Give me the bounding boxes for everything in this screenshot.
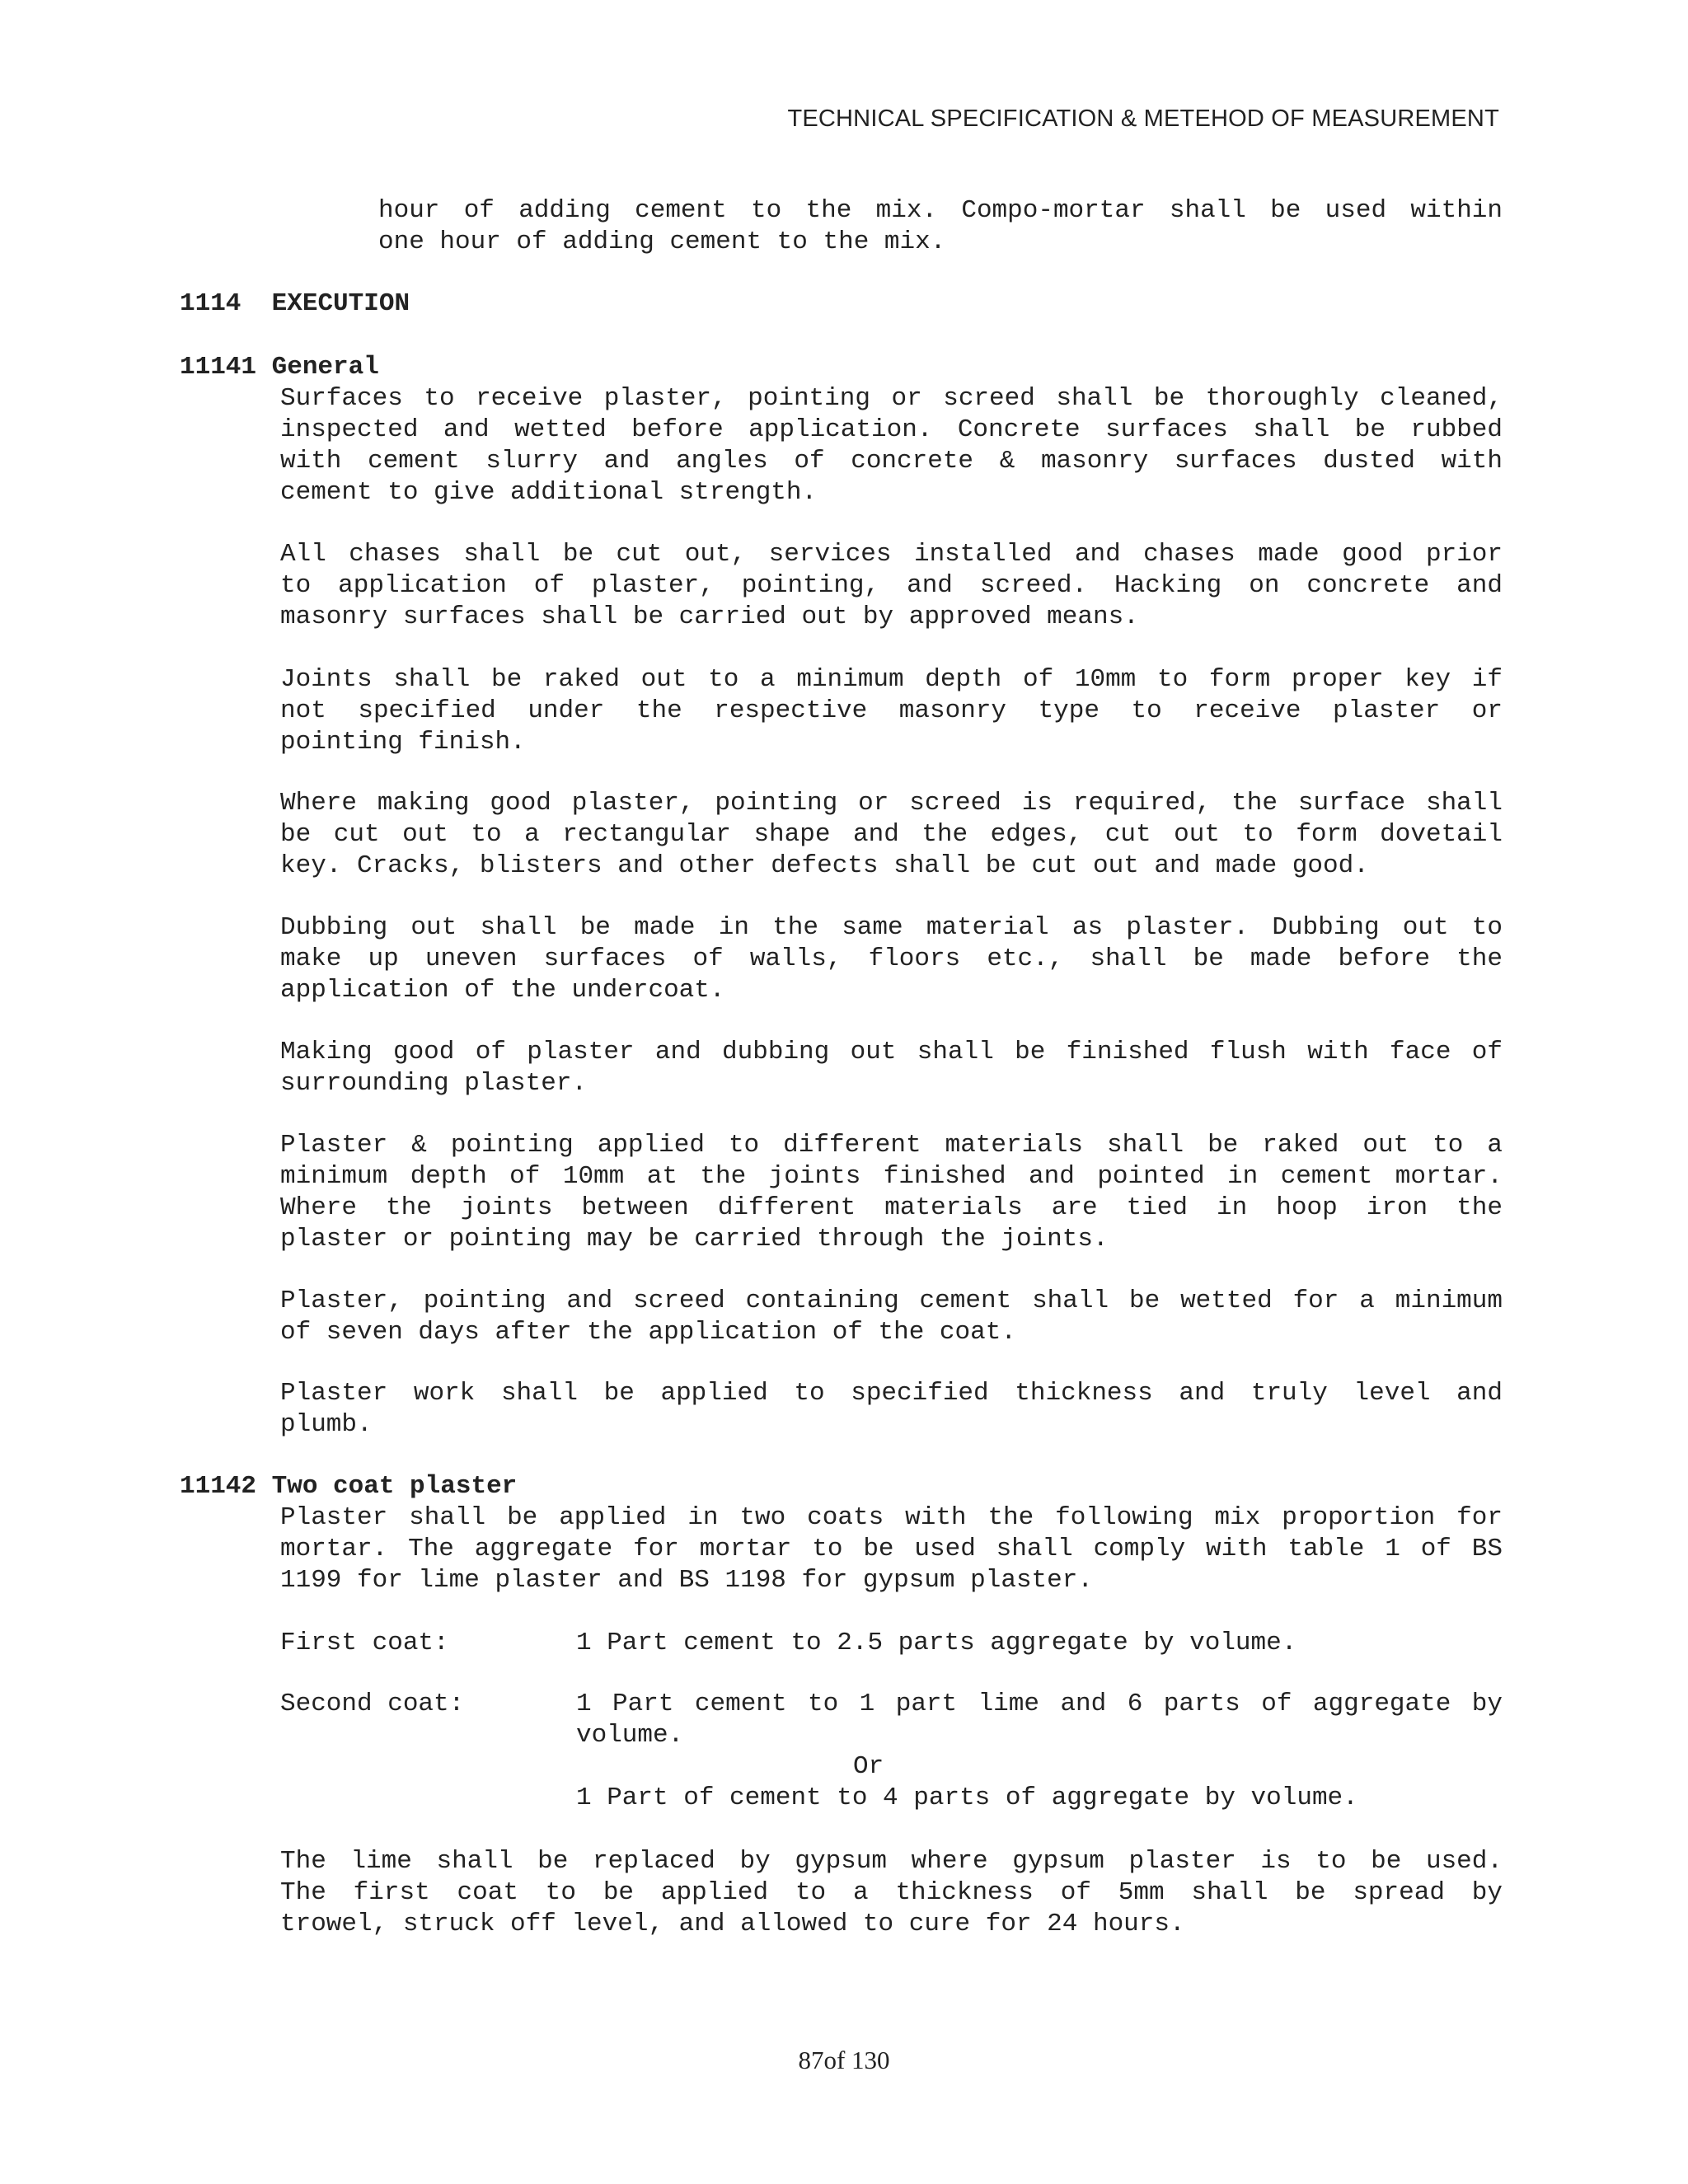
- text-line: 1 Part cement to 1 part lime and 6 parts of aggregate by: [576, 1690, 1503, 1718]
- text-line: All chases shall be cut out, services installed and chases made good prior: [280, 540, 1503, 569]
- text-line: trowel, struck off level, and allowed to cure for 24 hours.: [280, 1910, 1185, 1938]
- general-paragraph-4: [280, 788, 1503, 882]
- section-number: 1114: [180, 289, 241, 318]
- text-line: Joints shall be raked out to a minimum depth of 10mm to form proper key if: [280, 665, 1503, 694]
- section-title: Two coat plaster: [271, 1472, 518, 1501]
- text-line: masonry surfaces shall be carried out by approved means.: [280, 602, 1139, 631]
- second-coat-alternative: 1 Part of cement to 4 parts of aggregate by volume.: [576, 1783, 1358, 1812]
- text-line: not specified under the respective masonry type to receive plaster or: [280, 696, 1503, 725]
- page-number: 87of 130: [798, 2046, 890, 2074]
- text-line: be cut out to a rectangular shape and the edges, cut out to form dovetail: [280, 820, 1503, 849]
- two-coat-intro: [280, 1502, 1503, 1596]
- section-number: 11142: [180, 1472, 257, 1501]
- text-line: one hour of adding cement to the mix.: [378, 227, 946, 256]
- text-line: cement to give additional strength.: [280, 478, 818, 507]
- text-line: to application of plaster, pointing, and screed. Hacking on concrete and: [280, 571, 1503, 600]
- general-paragraph-8: [280, 1286, 1503, 1348]
- text-line: plumb.: [280, 1410, 373, 1439]
- text-line: with cement slurry and angles of concrete & masonry surfaces dusted with: [280, 447, 1503, 476]
- text-line: volume.: [576, 1721, 684, 1750]
- text-line: Plaster, pointing and screed containing cement shall be wetted for a minimum: [280, 1286, 1503, 1315]
- intro-paragraph: [378, 195, 1503, 258]
- text-line: Where the joints between different materials are tied in hoop iron the: [280, 1193, 1503, 1222]
- text-line: make up uneven surfaces of walls, floors etc., shall be made before the: [280, 944, 1503, 973]
- text-line: surrounding plaster.: [280, 1069, 588, 1098]
- text-line: hour of adding cement to the mix. Compo-mortar shall be used within: [378, 196, 1503, 225]
- text-line: Plaster shall be applied in two coats with the following mix proportion for: [280, 1503, 1503, 1532]
- general-paragraph-5: [280, 912, 1503, 1006]
- text-line: application of the undercoat.: [280, 976, 725, 1005]
- text-line: inspected and wetted before application. Concrete surfaces shall be rubbed: [280, 415, 1503, 444]
- two-coat-closing: [280, 1846, 1503, 1940]
- general-paragraph-7: [280, 1130, 1503, 1255]
- text-line: Plaster work shall be applied to specified thickness and truly level and: [280, 1379, 1503, 1408]
- text-line: The lime shall be replaced by gypsum where gypsum plaster is to be used.: [280, 1847, 1503, 1876]
- text-line: 1199 for lime plaster and BS 1198 for gypsum plaster.: [280, 1566, 1093, 1595]
- text-line: minimum depth of 10mm at the joints finished and pointed in cement mortar.: [280, 1162, 1503, 1191]
- text-line: mortar. The aggregate for mortar to be used shall comply with table 1 of BS: [280, 1535, 1503, 1563]
- section-heading-1114: [180, 288, 410, 320]
- text-line: The first coat to be applied to a thickness of 5mm shall be spread by: [280, 1878, 1503, 1907]
- or-separator: Or: [853, 1752, 884, 1781]
- text-line: key. Cracks, blisters and other defects shall be cut out and made good.: [280, 851, 1369, 880]
- general-paragraph-2: [280, 539, 1503, 633]
- section-number: 11141: [180, 353, 257, 382]
- page-header-title: TECHNICAL SPECIFICATION & METEHOD OF MEASUREMENT: [787, 105, 1499, 132]
- text-line: Surfaces to receive plaster, pointing or screed shall be thoroughly cleaned,: [280, 384, 1503, 413]
- text-line: Where making good plaster, pointing or screed is required, the surface shall: [280, 789, 1503, 818]
- section-heading-11142: [180, 1471, 517, 1502]
- general-paragraph-3: [280, 664, 1503, 758]
- general-paragraph-9: [280, 1378, 1503, 1441]
- text-line: Making good of plaster and dubbing out shall be finished flush with face of: [280, 1038, 1503, 1066]
- second-coat-value: [576, 1689, 1503, 1751]
- text-line: Plaster & pointing applied to different materials shall be raked out to a: [280, 1131, 1503, 1160]
- text-line: plaster or pointing may be carried through the joints.: [280, 1225, 1109, 1254]
- second-coat-label: Second coat:: [280, 1690, 465, 1718]
- section-title: EXECUTION: [271, 289, 410, 318]
- first-coat-value: 1 Part cement to 2.5 parts aggregate by volume.: [576, 1629, 1297, 1657]
- text-line: of seven days after the application of the coat.: [280, 1318, 1016, 1347]
- section-title: General: [271, 353, 379, 382]
- text-line: pointing finish.: [280, 728, 526, 757]
- text-line: Dubbing out shall be made in the same material as plaster. Dubbing out to: [280, 913, 1503, 942]
- section-heading-11141: [180, 352, 379, 383]
- general-paragraph-1: [280, 383, 1503, 509]
- general-paragraph-6: [280, 1037, 1503, 1099]
- first-coat-label: First coat:: [280, 1629, 449, 1657]
